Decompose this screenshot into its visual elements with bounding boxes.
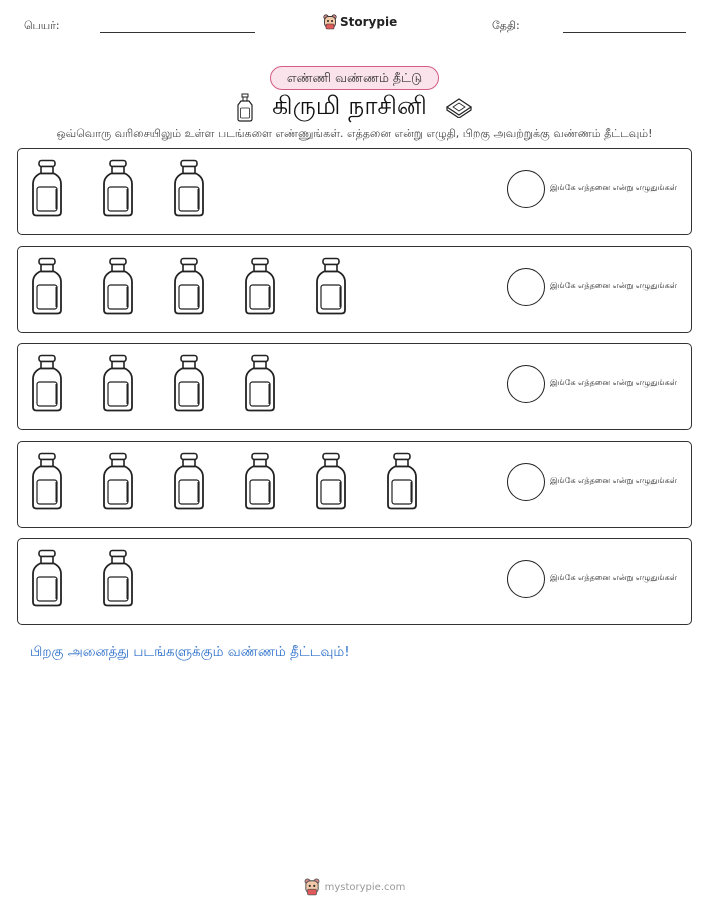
footer-site: mystorypie.com: [324, 881, 406, 893]
answer-circle[interactable]: [507, 268, 545, 306]
storypie-mascot-icon: [304, 878, 320, 896]
count-row: [17, 538, 692, 625]
answer-circle[interactable]: [507, 365, 545, 403]
brand-name: Storypie: [340, 15, 398, 29]
name-label: பெயர்:: [24, 19, 60, 32]
sanitizer-bottle-icon[interactable]: [243, 354, 277, 412]
count-row: [17, 246, 692, 333]
date-label: தேதி:: [492, 19, 520, 32]
sanitizer-bottle-icon[interactable]: [172, 452, 206, 510]
answer-circle[interactable]: [507, 560, 545, 598]
sanitizer-bottle-icon[interactable]: [243, 257, 277, 315]
sanitizer-bottle-icon[interactable]: [101, 354, 135, 412]
answer-label: இங்கே எத்தனை என்று எழுதுங்கள்: [550, 475, 677, 485]
instructions: ஒவ்வொரு வரிசையிலும் உள்ள படங்களை எண்ணுங்கள். எத்தனை என்று எழுதி, பிறகு அவற்றுக்கு வண்ணம் தீட்டவும்!: [56, 127, 653, 140]
sanitizer-bottle-icon[interactable]: [30, 257, 64, 315]
answer-label: இங்கே எத்தனை என்று எழுதுங்கள்: [550, 378, 677, 387]
sanitizer-bottle-icon[interactable]: [172, 354, 206, 412]
answer-circle[interactable]: [507, 170, 545, 208]
sanitizer-bottle-icon[interactable]: [101, 549, 135, 607]
sanitizer-bottle-icon[interactable]: [30, 452, 64, 510]
sanitizer-bottle-icon[interactable]: [101, 159, 135, 217]
count-row: [17, 343, 692, 430]
answer-label: இங்கே எத்தனை என்று எழுதுங்கள்: [550, 573, 677, 582]
sanitizer-bottle-icon[interactable]: [314, 257, 348, 315]
answer-circle[interactable]: [507, 463, 545, 501]
sanitizer-bottle-icon[interactable]: [30, 354, 64, 412]
answer-label: இங்கே எத்தனை என்று எழுதுங்கள்: [550, 280, 677, 290]
brand-logo: [323, 14, 397, 30]
sanitizer-bottle-icon[interactable]: [385, 452, 419, 510]
name-write-line[interactable]: [100, 32, 255, 33]
sanitizer-bottle-icon[interactable]: [101, 452, 135, 510]
activity-badge: எண்ணி வண்ணம் தீட்டு: [270, 66, 439, 90]
title-row: [0, 90, 709, 124]
date-write-line[interactable]: [563, 32, 686, 33]
sanitizer-bottle-icon[interactable]: [30, 159, 64, 217]
footer-brand: [0, 878, 709, 896]
sanitizer-bottle-icon[interactable]: [30, 549, 64, 607]
answer-label: இங்கே எத்தனை என்று எழுதுங்கள்: [550, 183, 677, 192]
storypie-mascot-icon: [323, 14, 337, 30]
page-title: கிருமி நாசினி: [272, 90, 427, 120]
soap-bar-icon: [445, 96, 473, 118]
sanitizer-bottle-icon[interactable]: [101, 257, 135, 315]
footer-note: பிறகு அனைத்து படங்களுக்கும் வண்ணம் தீட்டவும்!: [30, 644, 350, 660]
bottle-icon: [236, 92, 254, 122]
sanitizer-bottle-icon[interactable]: [314, 452, 348, 510]
sanitizer-bottle-icon[interactable]: [243, 452, 277, 510]
sanitizer-bottle-icon[interactable]: [172, 159, 206, 217]
count-row: [17, 441, 692, 528]
sanitizer-bottle-icon[interactable]: [172, 257, 206, 315]
count-row: [17, 148, 692, 235]
